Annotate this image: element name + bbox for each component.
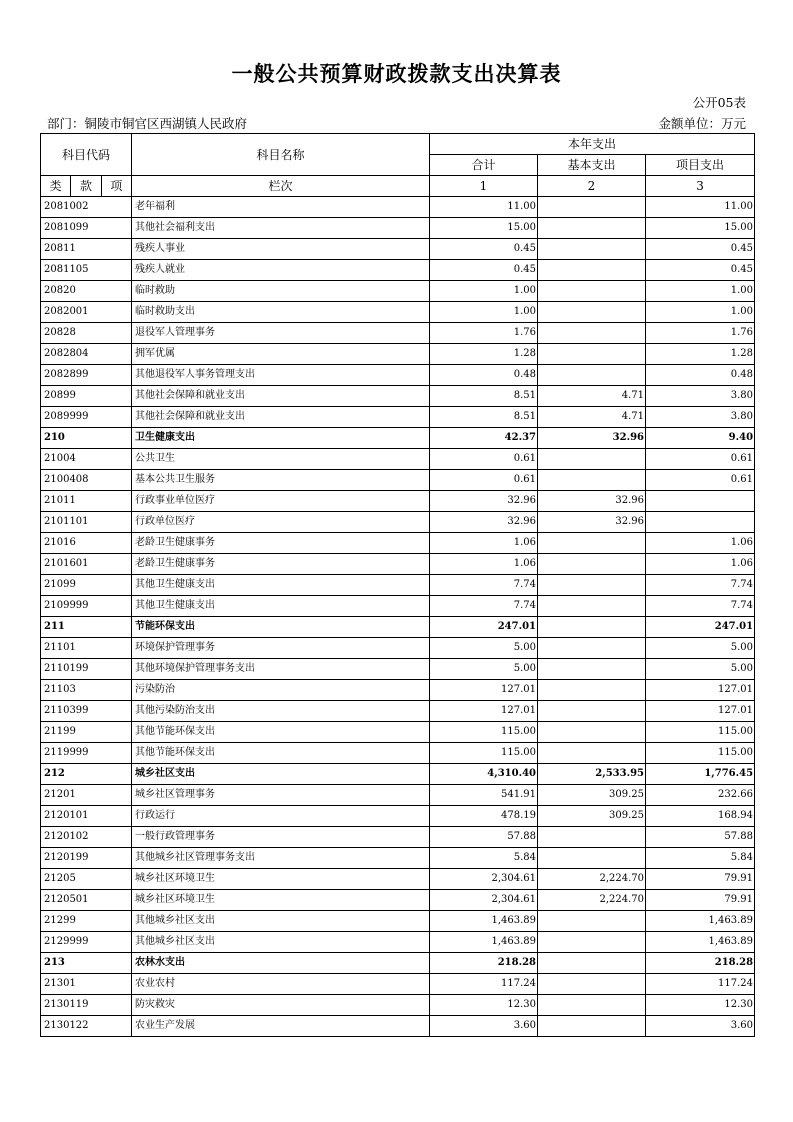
row-code: 2119999 — [41, 743, 132, 764]
row-name: 其他卫生健康支出 — [132, 575, 430, 596]
row-total: 115.00 — [430, 722, 538, 743]
row-code: 20811 — [41, 239, 132, 260]
row-basic — [538, 659, 646, 680]
table-row — [41, 932, 755, 953]
row-basic — [538, 995, 646, 1016]
row-name: 农林水支出 — [132, 953, 430, 974]
row-name: 行政事业单位医疗 — [132, 491, 430, 512]
table-row — [41, 743, 755, 764]
table-row — [41, 197, 755, 218]
row-code: 2089999 — [41, 407, 132, 428]
row-project: 3.60 — [646, 1016, 755, 1037]
unit-label: 金额单位：万元 — [658, 116, 746, 131]
row-name: 其他社会保障和就业支出 — [132, 386, 430, 407]
row-code: 20828 — [41, 323, 132, 344]
row-code: 21011 — [41, 491, 132, 512]
row-project: 1.28 — [646, 344, 755, 365]
page-title: 一般公共预算财政拨款支出决算表 — [231, 61, 562, 86]
total-header: 合计 — [430, 155, 538, 176]
row-basic — [538, 554, 646, 575]
table-row — [41, 260, 755, 281]
row-name: 城乡社区环境卫生 — [132, 890, 430, 911]
row-total: 541.91 — [430, 785, 538, 806]
row-code: 2130122 — [41, 1016, 132, 1037]
basic-header: 基本支出 — [538, 155, 646, 176]
row-code: 210 — [41, 428, 132, 449]
row-basic — [538, 953, 646, 974]
row-basic — [538, 239, 646, 260]
row-basic — [538, 1016, 646, 1037]
row-total: 1.00 — [430, 302, 538, 323]
row-total: 218.28 — [430, 953, 538, 974]
code-subheader — [41, 176, 132, 197]
row-code: 2110399 — [41, 701, 132, 722]
row-project: 1.76 — [646, 323, 755, 344]
row-code: 211 — [41, 617, 132, 638]
row-total: 0.61 — [430, 449, 538, 470]
row-code: 2081105 — [41, 260, 132, 281]
row-basic — [538, 197, 646, 218]
row-basic — [538, 911, 646, 932]
row-name: 其他节能环保支出 — [132, 722, 430, 743]
row-basic: 2,224.70 — [538, 890, 646, 911]
row-name: 其他社会保障和就业支出 — [132, 407, 430, 428]
row-code: 2120102 — [41, 827, 132, 848]
row-total: 8.51 — [430, 407, 538, 428]
table-row — [41, 953, 755, 974]
row-code: 21099 — [41, 575, 132, 596]
table-row — [41, 533, 755, 554]
table-row — [41, 239, 755, 260]
row-project: 0.48 — [646, 365, 755, 386]
row-project: 1.06 — [646, 533, 755, 554]
row-code: 2100408 — [41, 470, 132, 491]
row-name: 节能环保支出 — [132, 617, 430, 638]
table-row — [41, 512, 755, 533]
table-row — [41, 785, 755, 806]
row-name: 残疾人事业 — [132, 239, 430, 260]
row-project: 79.91 — [646, 890, 755, 911]
row-project: 15.00 — [646, 218, 755, 239]
row-project: 0.61 — [646, 470, 755, 491]
expenditure-table — [40, 133, 755, 1037]
row-project: 9.40 — [646, 428, 755, 449]
row-basic: 32.96 — [538, 491, 646, 512]
row-name: 老龄卫生健康事务 — [132, 554, 430, 575]
row-total: 0.45 — [430, 260, 538, 281]
row-project: 115.00 — [646, 722, 755, 743]
row-project: 11.00 — [646, 197, 755, 218]
row-project: 1.00 — [646, 302, 755, 323]
row-basic — [538, 365, 646, 386]
row-project: 1.06 — [646, 554, 755, 575]
row-basic — [538, 932, 646, 953]
row-project: 218.28 — [646, 953, 755, 974]
row-name: 其他社会福利支出 — [132, 218, 430, 239]
row-project: 7.74 — [646, 596, 755, 617]
row-code: 2101101 — [41, 512, 132, 533]
row-code: 21301 — [41, 974, 132, 995]
table-row — [41, 911, 755, 932]
table-row — [41, 428, 755, 449]
row-basic — [538, 701, 646, 722]
lei-label: 类 — [41, 176, 71, 196]
header-row-3 — [41, 176, 755, 197]
row-total: 42.37 — [430, 428, 538, 449]
row-code: 2081099 — [41, 218, 132, 239]
row-total: 7.74 — [430, 575, 538, 596]
table-row — [41, 617, 755, 638]
row-name: 退役军人管理事务 — [132, 323, 430, 344]
row-total: 57.88 — [430, 827, 538, 848]
kuan-label: 款 — [71, 176, 101, 196]
table-row — [41, 218, 755, 239]
row-basic — [538, 575, 646, 596]
row-basic — [538, 680, 646, 701]
row-total: 127.01 — [430, 680, 538, 701]
row-basic: 309.25 — [538, 806, 646, 827]
row-code: 21004 — [41, 449, 132, 470]
row-total: 32.96 — [430, 491, 538, 512]
row-total: 1,463.89 — [430, 911, 538, 932]
row-basic — [538, 638, 646, 659]
row-name: 其他污染防治支出 — [132, 701, 430, 722]
row-project: 3.80 — [646, 407, 755, 428]
row-project: 168.94 — [646, 806, 755, 827]
row-project: 0.45 — [646, 239, 755, 260]
row-total: 4,310.40 — [430, 764, 538, 785]
table-row — [41, 974, 755, 995]
table-row — [41, 449, 755, 470]
row-code: 2082899 — [41, 365, 132, 386]
row-total: 3.60 — [430, 1016, 538, 1037]
row-total: 0.45 — [430, 239, 538, 260]
row-project: 7.74 — [646, 575, 755, 596]
table-row — [41, 491, 755, 512]
row-name: 城乡社区环境卫生 — [132, 869, 430, 890]
row-project: 57.88 — [646, 827, 755, 848]
table-row — [41, 722, 755, 743]
row-project: 0.45 — [646, 260, 755, 281]
table-row — [41, 764, 755, 785]
table-row — [41, 386, 755, 407]
row-code: 21103 — [41, 680, 132, 701]
current-year-header: 本年支出 — [430, 134, 755, 155]
row-project: 127.01 — [646, 701, 755, 722]
row-name: 老年福利 — [132, 197, 430, 218]
row-code: 2129999 — [41, 932, 132, 953]
table-row — [41, 680, 755, 701]
row-project: 1,463.89 — [646, 911, 755, 932]
row-total: 127.01 — [430, 701, 538, 722]
row-total: 1,463.89 — [430, 932, 538, 953]
table-row — [41, 470, 755, 491]
col-number-2: 2 — [538, 176, 646, 197]
row-project: 0.61 — [646, 449, 755, 470]
row-name: 污染防治 — [132, 680, 430, 701]
row-total: 1.00 — [430, 281, 538, 302]
table-row — [41, 806, 755, 827]
row-basic: 4.71 — [538, 386, 646, 407]
table-row — [41, 323, 755, 344]
row-name: 临时救助 — [132, 281, 430, 302]
row-name: 其他城乡社区管理事务支出 — [132, 848, 430, 869]
table-row — [41, 365, 755, 386]
table-row — [41, 701, 755, 722]
row-name: 环境保护管理事务 — [132, 638, 430, 659]
table-row — [41, 407, 755, 428]
row-code: 212 — [41, 764, 132, 785]
table-row — [41, 596, 755, 617]
row-basic — [538, 302, 646, 323]
project-header: 项目支出 — [646, 155, 755, 176]
row-code: 21205 — [41, 869, 132, 890]
row-total: 1.76 — [430, 323, 538, 344]
row-basic — [538, 218, 646, 239]
row-project: 5.84 — [646, 848, 755, 869]
table-row — [41, 659, 755, 680]
row-total: 478.19 — [430, 806, 538, 827]
row-total: 15.00 — [430, 218, 538, 239]
row-total: 1.06 — [430, 533, 538, 554]
row-total: 0.48 — [430, 365, 538, 386]
row-total: 5.00 — [430, 638, 538, 659]
form-number: 公开05表 — [692, 95, 746, 110]
row-basic — [538, 533, 646, 554]
table-row — [41, 344, 755, 365]
row-basic: 4.71 — [538, 407, 646, 428]
row-basic — [538, 281, 646, 302]
department-label: 部门：铜陵市铜官区西湖镇人民政府 — [47, 116, 248, 131]
row-project: 232.66 — [646, 785, 755, 806]
row-project: 247.01 — [646, 617, 755, 638]
row-name: 其他卫生健康支出 — [132, 596, 430, 617]
row-total: 115.00 — [430, 743, 538, 764]
row-name: 拥军优属 — [132, 344, 430, 365]
row-code: 2109999 — [41, 596, 132, 617]
row-project — [646, 491, 755, 512]
row-total: 1.28 — [430, 344, 538, 365]
code-header: 科目代码 — [41, 134, 132, 176]
row-name: 其他节能环保支出 — [132, 743, 430, 764]
row-name: 卫生健康支出 — [132, 428, 430, 449]
table-row — [41, 995, 755, 1016]
row-name: 农业生产发展 — [132, 1016, 430, 1037]
header-row-1 — [41, 134, 755, 155]
row-basic: 32.96 — [538, 428, 646, 449]
table-row — [41, 575, 755, 596]
row-name: 一般行政管理事务 — [132, 827, 430, 848]
row-name: 临时救助支出 — [132, 302, 430, 323]
row-total: 247.01 — [430, 617, 538, 638]
row-project: 1,463.89 — [646, 932, 755, 953]
xiang-label: 项 — [110, 179, 123, 193]
row-code: 213 — [41, 953, 132, 974]
row-total: 0.61 — [430, 470, 538, 491]
row-total: 32.96 — [430, 512, 538, 533]
row-name: 其他环境保护管理事务支出 — [132, 659, 430, 680]
row-name: 城乡社区支出 — [132, 764, 430, 785]
row-basic — [538, 974, 646, 995]
row-basic — [538, 344, 646, 365]
row-code: 2130119 — [41, 995, 132, 1016]
row-name: 农业农村 — [132, 974, 430, 995]
row-basic: 309.25 — [538, 785, 646, 806]
table-row — [41, 890, 755, 911]
row-code: 2082001 — [41, 302, 132, 323]
row-basic — [538, 827, 646, 848]
row-code: 2082804 — [41, 344, 132, 365]
row-code: 21201 — [41, 785, 132, 806]
row-basic: 2,224.70 — [538, 869, 646, 890]
row-total: 5.00 — [430, 659, 538, 680]
row-code: 21016 — [41, 533, 132, 554]
col-number-3: 3 — [646, 176, 755, 197]
row-project: 3.80 — [646, 386, 755, 407]
row-total: 117.24 — [430, 974, 538, 995]
row-basic — [538, 260, 646, 281]
row-total: 11.00 — [430, 197, 538, 218]
table-row — [41, 281, 755, 302]
row-code: 2110199 — [41, 659, 132, 680]
row-code: 20820 — [41, 281, 132, 302]
row-project: 79.91 — [646, 869, 755, 890]
row-total: 1.06 — [430, 554, 538, 575]
row-basic — [538, 722, 646, 743]
row-code: 21299 — [41, 911, 132, 932]
row-basic — [538, 743, 646, 764]
table-row — [41, 1016, 755, 1037]
row-name: 基本公共卫生服务 — [132, 470, 430, 491]
row-code: 20899 — [41, 386, 132, 407]
row-name: 公共卫生 — [132, 449, 430, 470]
row-project: 5.00 — [646, 659, 755, 680]
col-number-1: 1 — [430, 176, 538, 197]
row-code: 2120199 — [41, 848, 132, 869]
row-total: 8.51 — [430, 386, 538, 407]
row-code: 2081002 — [41, 197, 132, 218]
row-name: 其他城乡社区支出 — [132, 932, 430, 953]
row-total: 7.74 — [430, 596, 538, 617]
table-row — [41, 302, 755, 323]
table-row — [41, 554, 755, 575]
table-row — [41, 638, 755, 659]
row-name: 老龄卫生健康事务 — [132, 533, 430, 554]
row-basic — [538, 596, 646, 617]
row-project: 12.30 — [646, 995, 755, 1016]
row-name: 行政运行 — [132, 806, 430, 827]
lanci-label: 栏次 — [132, 176, 430, 197]
table-row — [41, 869, 755, 890]
row-project: 115.00 — [646, 743, 755, 764]
row-name: 行政单位医疗 — [132, 512, 430, 533]
row-project: 1.00 — [646, 281, 755, 302]
row-basic — [538, 323, 646, 344]
row-name: 其他退役军人事务管理支出 — [132, 365, 430, 386]
row-total: 2,304.61 — [430, 869, 538, 890]
row-project: 117.24 — [646, 974, 755, 995]
row-name: 其他城乡社区支出 — [132, 911, 430, 932]
row-name: 防灾救灾 — [132, 995, 430, 1016]
row-code: 2101601 — [41, 554, 132, 575]
name-header: 科目名称 — [132, 134, 430, 176]
row-total: 5.84 — [430, 848, 538, 869]
row-name: 残疾人就业 — [132, 260, 430, 281]
row-basic — [538, 848, 646, 869]
row-project: 5.00 — [646, 638, 755, 659]
row-basic: 32.96 — [538, 512, 646, 533]
row-total: 12.30 — [430, 995, 538, 1016]
row-project: 1,776.45 — [646, 764, 755, 785]
row-basic — [538, 449, 646, 470]
row-basic: 2,533.95 — [538, 764, 646, 785]
row-basic — [538, 470, 646, 491]
row-code: 2120501 — [41, 890, 132, 911]
table-row — [41, 827, 755, 848]
row-code: 21199 — [41, 722, 132, 743]
row-total: 2,304.61 — [430, 890, 538, 911]
row-name: 城乡社区管理事务 — [132, 785, 430, 806]
row-project — [646, 512, 755, 533]
row-code: 2120101 — [41, 806, 132, 827]
table-row — [41, 848, 755, 869]
row-basic — [538, 617, 646, 638]
row-project: 127.01 — [646, 680, 755, 701]
row-code: 21101 — [41, 638, 132, 659]
